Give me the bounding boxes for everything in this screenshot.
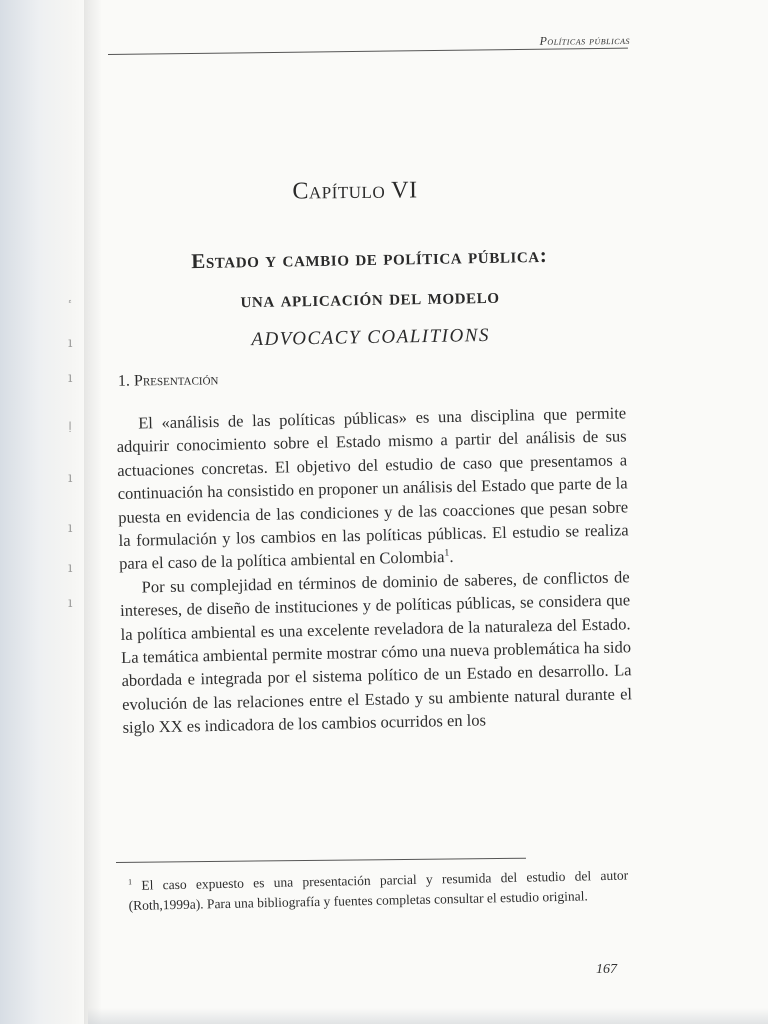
- bleed-through-mark: ı: [68, 560, 73, 576]
- bleed-through-mark: ǃ: [68, 420, 73, 436]
- paragraph-2: [119, 565, 632, 739]
- footnote-ref: 1: [444, 547, 450, 560]
- bleed-through-mark: ı: [68, 470, 73, 486]
- bleed-through-mark: ı: [68, 520, 73, 536]
- bleed-through-mark: ı: [68, 370, 73, 386]
- paragraph-1-text: El «análisis de las políticas públicas» es una disciplina que permite adquirir conocimiento sobre el Estado mismo a partir del análisis de sus actuaciones concretas. El objetivo del estudio de caso que presentamos a continuación ha consistido en proponer un análisis del Estado que parte de la puesta en evidencia de las condiciones y de las coacciones que pesan sobre la formulación y los cambios en las políticas públicas. El estudio se realiza para el caso de la política ambiental en Colombia: [116, 403, 629, 574]
- bleed-through-mark: ı: [68, 335, 73, 351]
- header-rule: [108, 48, 628, 55]
- page-bottom-edge: [88, 1008, 768, 1024]
- chapter-title-line-2: una aplicación del modelo: [240, 283, 500, 313]
- running-header: Políticas públicas: [539, 32, 631, 48]
- paragraph-1: [116, 401, 629, 575]
- page-number: 167: [596, 962, 617, 977]
- footnote: [128, 866, 629, 916]
- body-text: [116, 401, 633, 739]
- paragraph-1-tail: .: [449, 547, 454, 567]
- chapter-title-line-3: ADVOCACY COALITIONS: [251, 324, 491, 351]
- facing-page-edge: [0, 0, 88, 1024]
- bleed-through-mark: ٴ: [68, 300, 73, 316]
- chapter-title: [109, 233, 631, 362]
- footnote-text: El caso expuesto es una presentación parcial y resumida del estudio del autor (Roth,1999a). Para una bibliografía y fuentes completas consultar el estudio original.: [128, 867, 629, 913]
- gutter-shadow: [84, 0, 102, 1024]
- footnote-rule: [116, 858, 526, 863]
- paragraph-2-text: Por su complejidad en términos de dominio de saberes, de conflictos de intereses, de diseño de instituciones y de políticas públicas, se considera que la política ambiental es una excelente reveladora de la naturaleza del Estado. La temática ambiental permite mostrar cómo una nueva problemática ha sido abordada e integrada por el sistema político de un Estado en desarrollo. La evolución de las relaciones entre el Estado y su ambiente natural durante el siglo XX es indicadora de los cambios ocurridos en los: [119, 567, 633, 738]
- footnote-marker: 1: [128, 877, 133, 887]
- chapter-title-line-1: Estado y cambio de política pública:: [191, 242, 548, 274]
- section-heading: 1. Presentación: [117, 371, 219, 390]
- bleed-through-mark: ı: [68, 595, 73, 611]
- chapter-label: Capítulo VI: [292, 177, 418, 205]
